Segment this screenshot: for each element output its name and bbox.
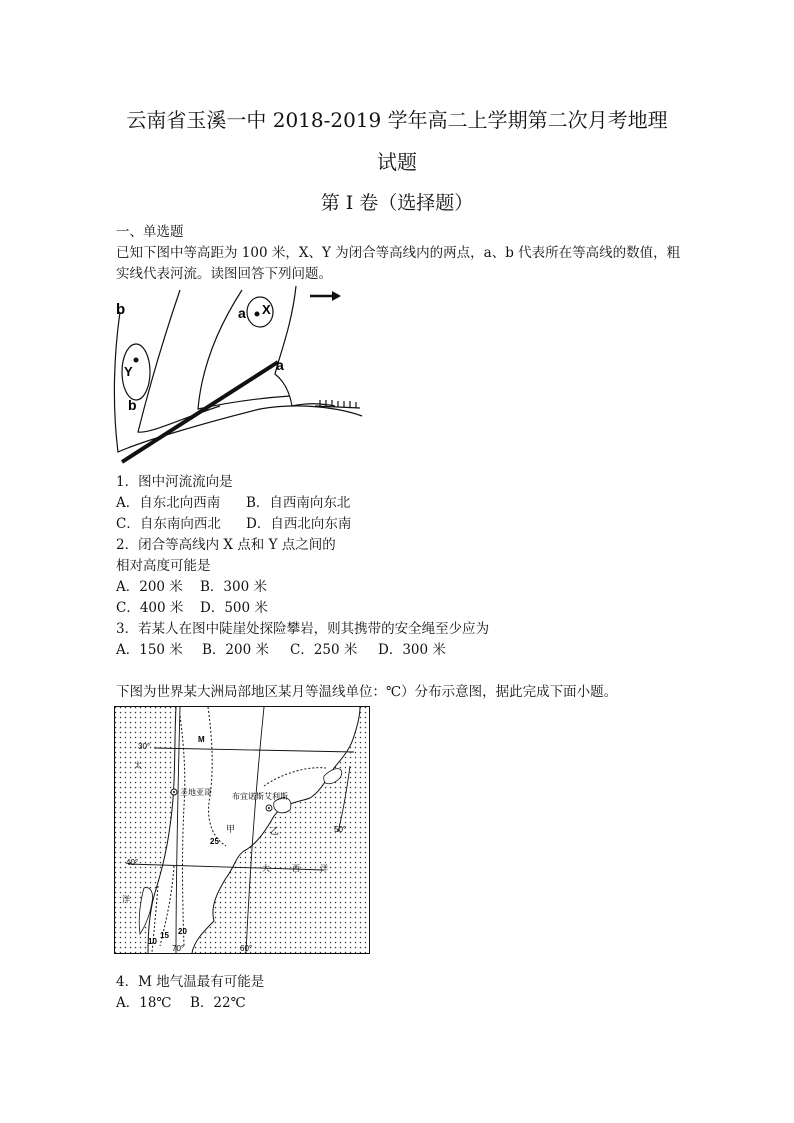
label-ocean-west-2: 洋: [122, 895, 130, 904]
q1-option-a[interactable]: A．自东北向西南: [116, 495, 221, 511]
lon-50-label: 50°: [334, 825, 347, 834]
lon-60-label: 60°: [240, 944, 253, 953]
label-ocean-west-1: 太: [134, 761, 142, 770]
label-t20: 20: [178, 927, 187, 936]
label-t25: 25: [210, 837, 219, 846]
section2-intro: 下图为世界某大洲局部地区某月等温线单位：℃）分布示意图，据此完成下面小题。: [116, 684, 618, 700]
q2-options-row-2: [116, 598, 268, 618]
lat-40-label: 40°: [126, 858, 139, 867]
q4-option-a[interactable]: A．18℃: [116, 995, 172, 1011]
q3-option-b[interactable]: B．200 米: [202, 642, 269, 658]
label-ocean-east-1: 大: [262, 864, 270, 873]
q1-options-row-1: [116, 493, 350, 513]
label-t15: 15: [160, 931, 169, 940]
q4-stem: 4．M 地气温最有可能是: [116, 974, 265, 990]
river-line: [122, 362, 278, 462]
label-ocean-east-3: 洋: [320, 864, 328, 873]
q1-option-b[interactable]: B．自西南向东北: [246, 495, 351, 511]
isotherm-map: [114, 706, 370, 954]
q2-option-d[interactable]: D．500 米: [200, 600, 268, 616]
intro-line-2: 实线代表河流。读图回答下列问题。: [116, 266, 332, 282]
contour-inner-right: [275, 286, 335, 406]
q3-options-row: [116, 640, 446, 660]
q2-stem-line-2: 相对高度可能是: [116, 558, 211, 574]
label-jia: 甲: [226, 824, 236, 834]
label-a-top: a: [238, 305, 246, 321]
label-t10: 10: [148, 937, 157, 946]
direction-arrow-icon: [310, 291, 341, 301]
point-x-marker: [255, 312, 260, 317]
label-santiago: 圣地亚哥: [180, 788, 212, 797]
label-buenos-aires: 布宜诺斯艾利斯: [232, 792, 288, 801]
label-yi: 乙: [270, 826, 280, 836]
q1-option-d[interactable]: D．自西北向东南: [246, 516, 352, 532]
q3-option-c[interactable]: C．250 米: [290, 642, 358, 658]
section-heading: 一、单选题: [116, 224, 184, 240]
lat-30-label: 30°: [138, 742, 151, 751]
q2-option-c[interactable]: C．400 米: [116, 600, 184, 616]
q3-option-d[interactable]: D．300 米: [378, 642, 446, 658]
q2-option-a[interactable]: A．200 米: [116, 579, 183, 595]
q2-option-b[interactable]: B．300 米: [200, 579, 267, 595]
point-y-marker: [134, 358, 139, 363]
label-b-bottom: b: [128, 397, 137, 413]
label-m: M: [198, 735, 205, 744]
title-line-1: 云南省玉溪一中 2018-2019 学年高二上学期第二次月考地理: [126, 108, 668, 132]
contour-map: [110, 284, 372, 469]
label-b-top: b: [116, 301, 126, 318]
buenos-aires-marker: [266, 805, 272, 811]
q1-option-c[interactable]: C．自东南向西北: [116, 516, 221, 532]
label-x: X: [262, 302, 271, 317]
q3-stem: 3．若某人在图中陡崖处探险攀岩，则其携带的安全绳至少应为: [116, 621, 490, 637]
intro-line-1: 已知下图中等高距为 100 米，X、Y 为闭合等高线内的两点，a、b 代表所在等高线的数值，粗: [116, 245, 681, 261]
q2-stem-line-1: 2．闭合等高线内 X 点和 Y 点之间的: [116, 537, 336, 553]
q1-options-row-2: [116, 514, 351, 534]
label-y: Y: [124, 364, 133, 379]
q4-options-row: [116, 993, 246, 1013]
title-line-2: 试题: [377, 150, 417, 174]
q2-options-row-1: [116, 577, 267, 597]
label-ocean-east-2: 西: [292, 864, 300, 873]
q1-stem: 1．图中河流流向是: [116, 474, 233, 490]
label-a-river: a: [276, 357, 284, 373]
q3-option-a[interactable]: A．150 米: [116, 642, 183, 658]
volume-title: 第 I 卷（选择题）: [320, 192, 474, 214]
santiago-marker: [171, 789, 177, 795]
lon-70-label: 70°: [172, 944, 185, 953]
q4-option-b[interactable]: B．22℃: [190, 995, 246, 1011]
